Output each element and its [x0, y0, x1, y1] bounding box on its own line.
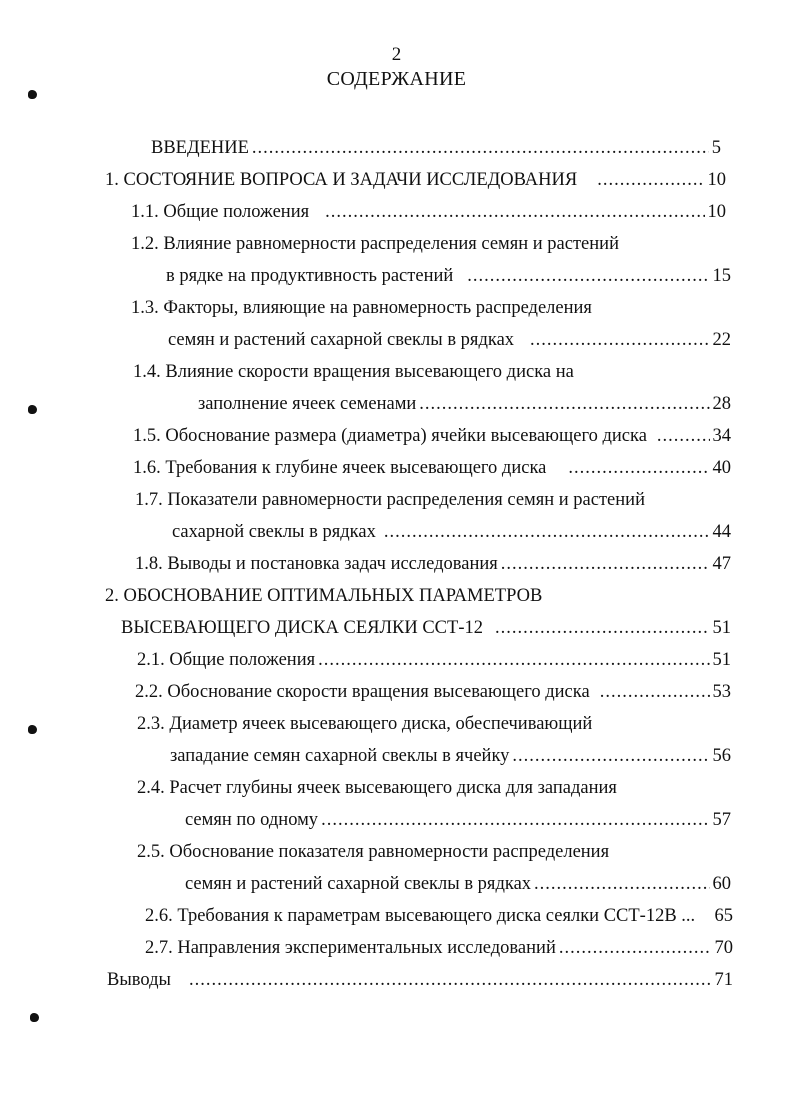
toc-entry-page: 47 — [712, 554, 731, 574]
toc-entry-2-7 — [145, 936, 733, 960]
toc-entry-1-5 — [133, 424, 731, 448]
page-number: 2 — [391, 44, 402, 65]
toc-entry-page: 28 — [712, 394, 731, 414]
toc-entry-page: 56 — [712, 746, 731, 766]
binding-mark — [30, 1013, 39, 1022]
toc-entry-text: семян по одному — [185, 810, 319, 830]
toc-entry-page: 22 — [712, 330, 731, 350]
toc-entry-page: 53 — [712, 682, 731, 702]
toc-entry-page: 57 — [712, 810, 731, 830]
toc-entry-text: 1.6. Требования к глубине ячеек высевающего диска — [133, 458, 547, 478]
toc-entry-text: западание семян сахарной свеклы в ячейку — [170, 746, 510, 766]
toc-entry-text: в рядке на продуктивность растений — [166, 266, 454, 286]
toc-entry-page: 71 — [714, 970, 733, 990]
toc-entry-page: 10 — [707, 170, 726, 190]
toc-entry-page: 60 — [712, 874, 731, 894]
toc-entry-text: семян и растений сахарной свеклы в рядках — [168, 330, 515, 350]
toc-entry-2-3-line1: 2.3. Диаметр ячеек высевающего диска, обеспечивающий — [137, 714, 593, 734]
toc-entry-2-3 — [170, 744, 731, 768]
toc-entry-text: 1.1. Общие положения — [131, 202, 310, 222]
toc-entry-1-4-line1: 1.4. Влияние скорости вращения высевающего диска на — [133, 362, 574, 382]
toc-entry-page: 65 — [714, 906, 733, 926]
toc-entry-2-4 — [185, 808, 731, 832]
toc-entry-chapter-2-line1: 2. ОБОСНОВАНИЕ ОПТИМАЛЬНЫХ ПАРАМЕТРОВ — [105, 586, 543, 606]
toc-entry-introduction — [151, 136, 721, 160]
toc-entry-2-6 — [145, 904, 733, 928]
toc-entry-1-3-line1: 1.3. Факторы, влияющие на равномерность распределения — [131, 298, 592, 318]
toc-entry-text: 2.6. Требования к параметрам высевающего диска сеялки ССТ-12В ... — [145, 906, 696, 926]
binding-mark — [28, 725, 37, 734]
toc-entry-1-7 — [172, 520, 731, 544]
binding-mark — [28, 90, 37, 99]
toc-entry-page: 70 — [714, 938, 733, 958]
toc-entry-text: 2.1. Общие положения — [137, 650, 316, 670]
toc-entry-2-1 — [137, 648, 731, 672]
toc-entry-page: 51 — [712, 650, 731, 670]
toc-entry-text: ВЫСЕВАЮЩЕГО ДИСКА СЕЯЛКИ ССТ-12 — [121, 618, 483, 638]
toc-entry-page: 44 — [712, 522, 731, 542]
toc-entry-1-1 — [131, 200, 726, 224]
toc-entry-text: ВВЕДЕНИЕ — [151, 138, 249, 158]
toc-entry-text: 1.5. Обоснование размера (диаметра) ячейки высевающего диска — [133, 426, 647, 446]
toc-entry-2-2 — [135, 680, 731, 704]
toc-entry-page: 51 — [712, 618, 731, 638]
toc-entry-text: 1.8. Выводы и постановка задач исследования — [135, 554, 498, 574]
toc-entry-page: 5 — [711, 138, 721, 158]
toc-entry-conclusions — [107, 968, 733, 992]
toc-entry-text: Выводы — [107, 970, 171, 990]
toc-entry-text: 2.2. Обоснование скорости вращения высевающего диска — [135, 682, 590, 702]
toc-entry-1-3 — [168, 328, 731, 352]
toc-entry-text: семян и растений сахарной свеклы в рядках — [185, 874, 532, 894]
toc-entry-page: 34 — [712, 426, 731, 446]
toc-entry-text: заполнение ячеек семенами — [198, 394, 417, 414]
binding-mark — [28, 405, 37, 414]
toc-entry-page: 40 — [712, 458, 731, 478]
toc-entry-1-6 — [133, 456, 731, 480]
toc-entry-text: 2.7. Направления экспериментальных исследований — [145, 938, 556, 958]
toc-entry-2-5-line1: 2.5. Обоснование показателя равномерности распределения — [137, 842, 610, 862]
toc-entry-1-2 — [166, 264, 731, 288]
toc-entry-page: 15 — [712, 266, 731, 286]
toc-entry-1-7-line1: 1.7. Показатели равномерности распределения семян и растений — [135, 490, 645, 510]
toc-entry-1-4 — [198, 392, 731, 416]
toc-entry-2-4-line1: 2.4. Расчет глубины ячеек высевающего диска для западания — [137, 778, 617, 798]
toc-entry-2-5 — [185, 872, 731, 896]
toc-entry-page: 10 — [707, 202, 726, 222]
toc-entry-chapter-2 — [121, 616, 731, 640]
page-title: СОДЕРЖАНИЕ — [326, 68, 467, 90]
toc-entry-text: 1. СОСТОЯНИЕ ВОПРОСА И ЗАДАЧИ ИССЛЕДОВАНИЯ — [105, 170, 578, 190]
toc-entry-chapter-1 — [105, 168, 726, 192]
toc-entry-1-2-line1: 1.2. Влияние равномерности распределения семян и растений — [131, 234, 619, 254]
toc-entry-text: сахарной свеклы в рядках — [172, 522, 376, 542]
toc-entry-1-8 — [135, 552, 731, 576]
